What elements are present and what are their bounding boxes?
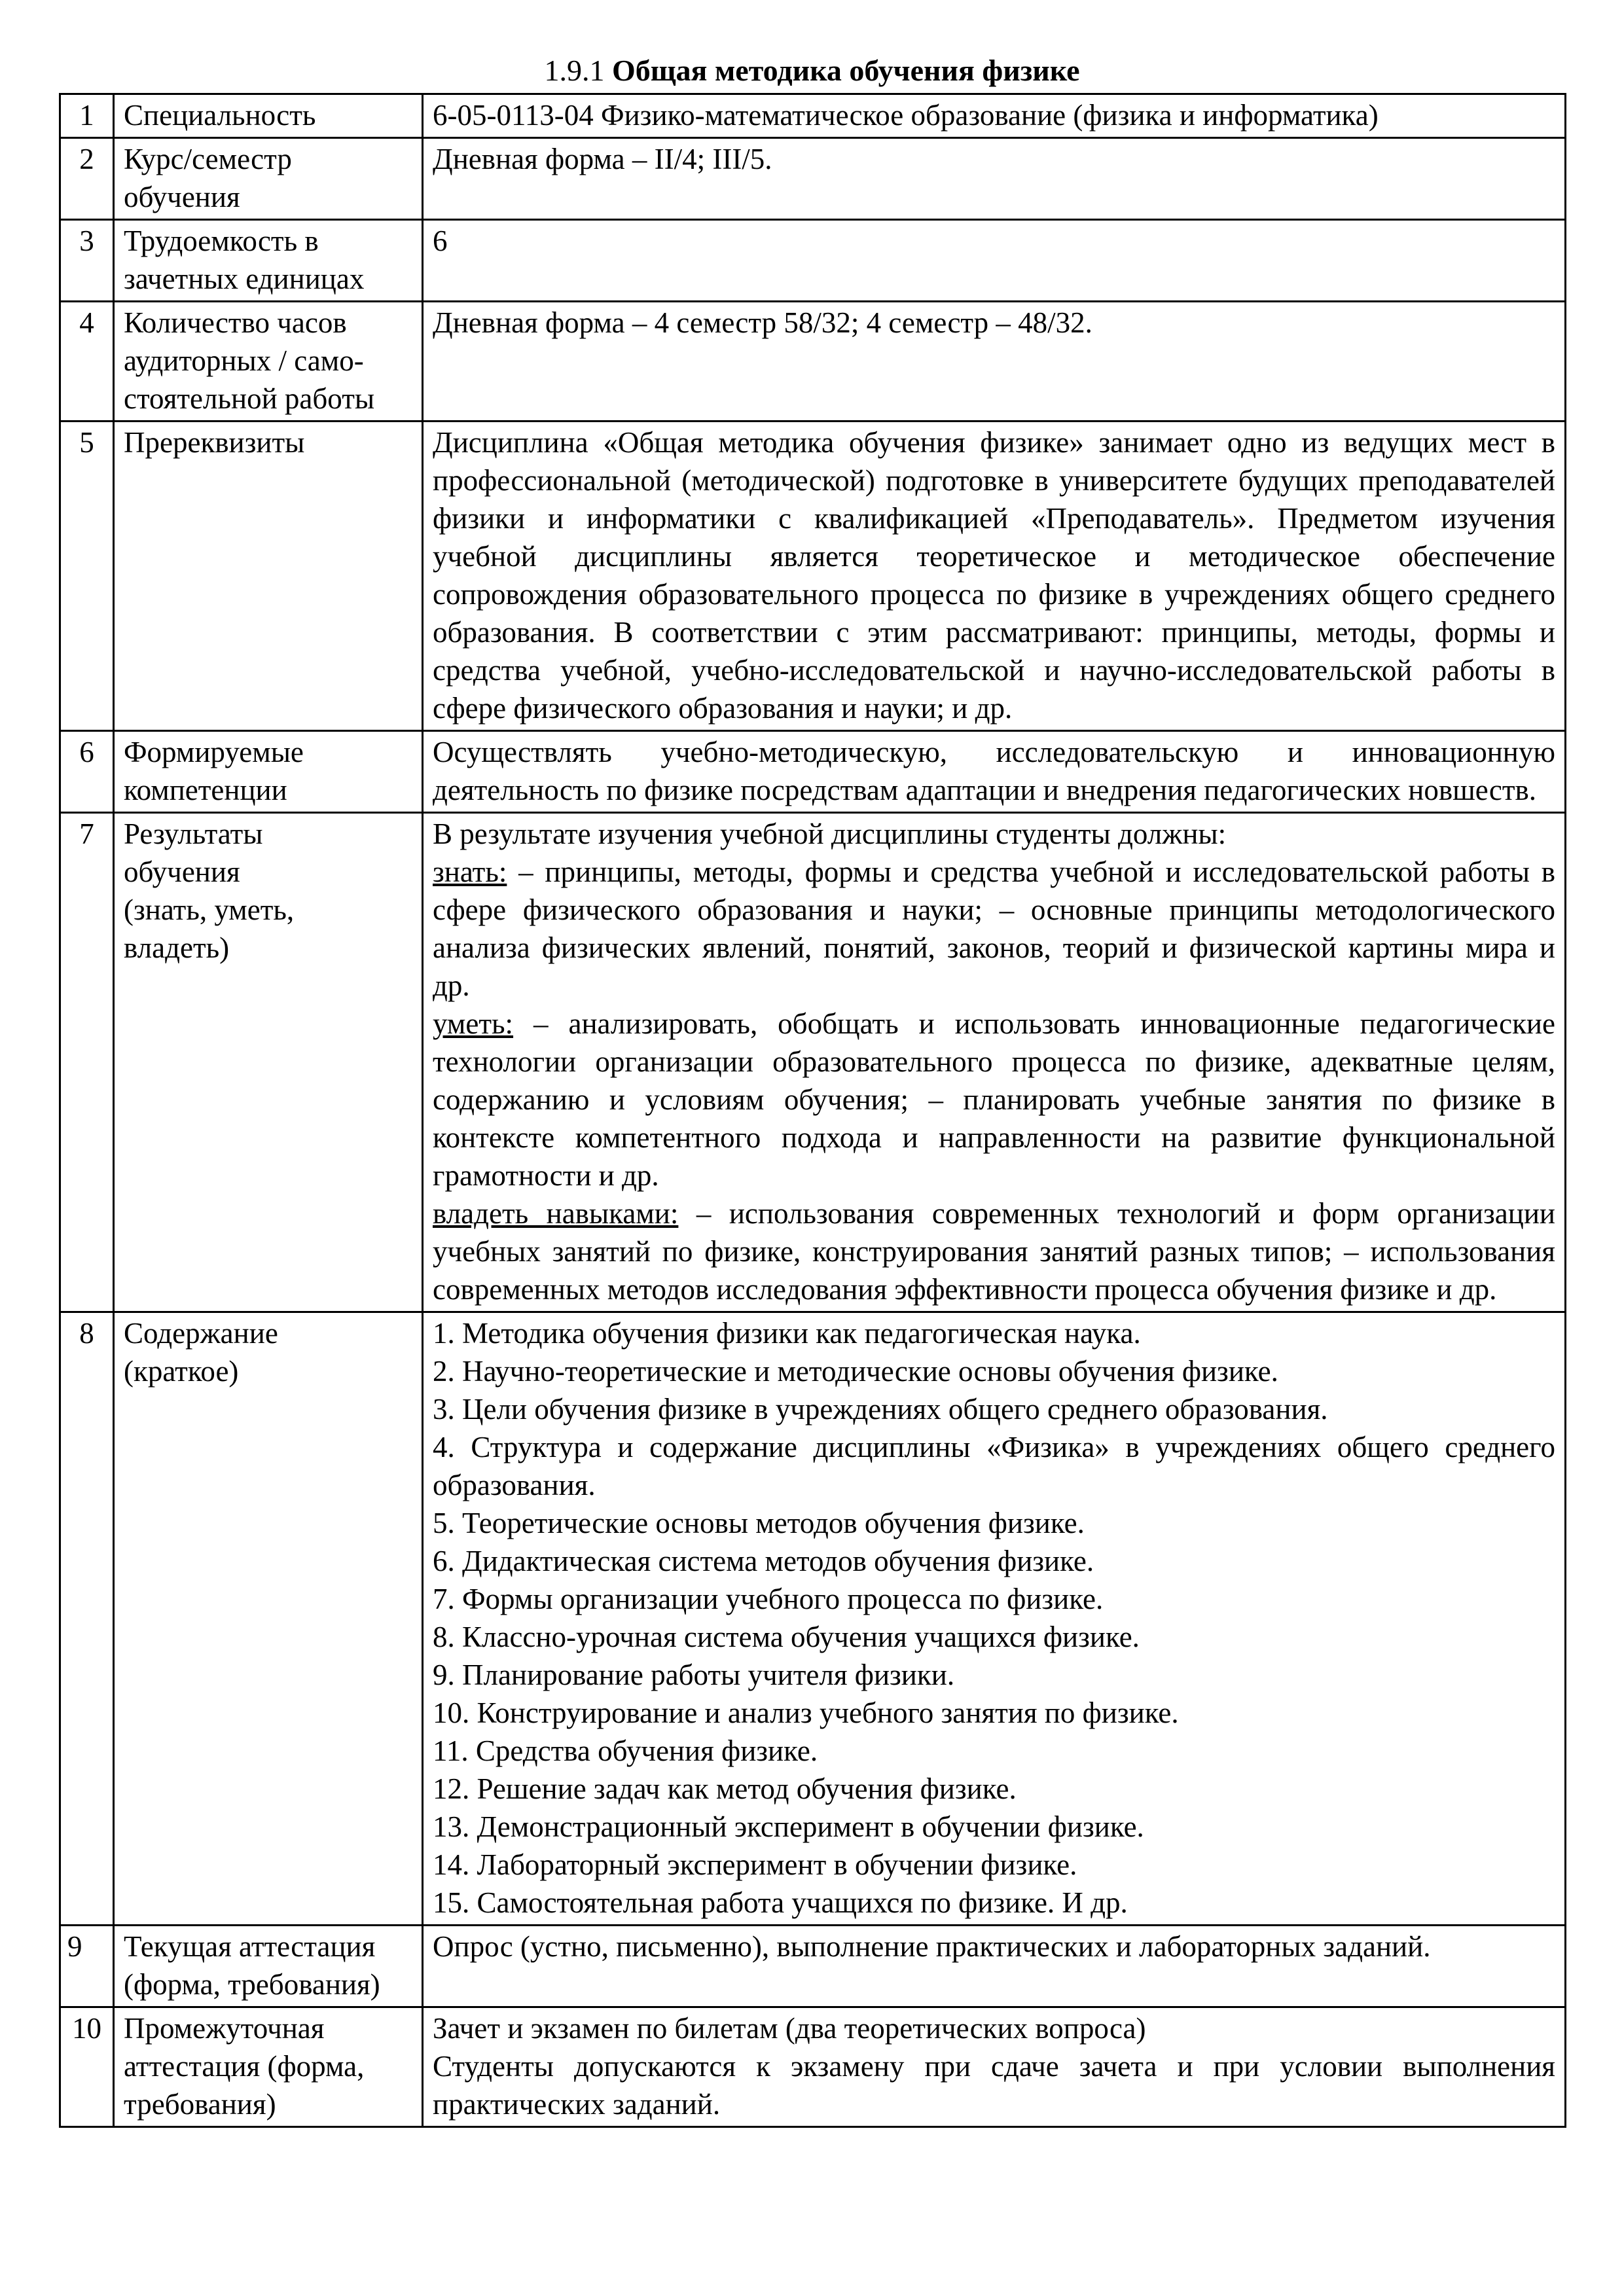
skills-label: владеть навыками: [433,1197,679,1230]
label-line: Результаты [124,817,263,850]
able-label: уметь: [433,1007,514,1040]
label-line: обучения [124,855,240,888]
row-label: Трудоемкость в зачетных единицах [114,220,423,302]
row-label: Текущая аттестация (форма, требования) [114,1926,423,2007]
table-row [60,1312,1566,1926]
table-row [60,2007,1566,2127]
row-value: Дневная форма – II/4; III/5. [423,138,1566,220]
row-value: 6 [423,220,1566,302]
row-number: 3 [60,220,114,302]
skills-text: – использования современных технологий и форм организации учебных занятий по физике, конструирования занятий разных типов; – использования современных методов исследования эффективности процесса обучения физике и др. [433,1197,1555,1306]
list-item: 3. Цели обучения физике в учреждениях общего среднего образования. [433,1393,1328,1426]
table-row [60,138,1566,220]
list-item: 9. Планирование работы учителя физики. [433,1659,955,1691]
value-line: Зачет и экзамен по билетам (два теоретических вопроса) [433,2012,1146,2045]
row-number: 2 [60,138,114,220]
row-value: Дисциплина «Общая методика обучения физике» занимает одно из ведущих мест в профессиональной (методической) подготовке в университете будущих преподавателей физики и информатики с квалификацией «Преподаватель». Предметом изучения учебной дисциплины является теоретическое и методическое обеспечение сопровождения образовательного процесса по физике в учреждениях общего среднего образования. В соответствии с этим рассматривают: принципы, методы, формы и средства учебной, учебно-исследовательской и научно-исследовательской работы в сфере физического образования и науки; и др. [423,422,1566,731]
know-text: – принципы, методы, формы и средства учебной и исследовательской работы в сфере физического образования и науки; – основные принципы методологического анализа физических явлений, понятий, законов, теорий и физической картины мира и др. [433,855,1555,1002]
list-item: 11. Средства обучения физике. [433,1734,818,1767]
able-text: – анализировать, обобщать и использовать инновационные педагогические технологии организации образовательного процесса по физике, адекватные целям, содержанию и условиям обучения; – планировать учебные занятия по физике в контексте компетентного подхода и направленности на развитие функциональной грамотности и др. [433,1007,1555,1192]
list-item: 7. Формы организации учебного процесса по физике. [433,1583,1104,1615]
list-item: 1. Методика обучения физики как педагогическая наука. [433,1317,1141,1350]
row-label: Количество часов аудиторных / само-стоятельной работы [114,302,423,422]
know-label: знать: [433,855,507,888]
table-row [60,1926,1566,2007]
table-row [60,813,1566,1312]
row-number: 9 [60,1926,114,2007]
label-line: (краткое) [124,1355,239,1388]
row-label: Промежуточная аттестация (форма, требования) [114,2007,423,2127]
row-label [114,813,423,1312]
row-label [114,1312,423,1926]
list-item: 13. Демонстрационный эксперимент в обучении физике. [433,1810,1144,1843]
learning-outcomes-intro: В результате изучения учебной дисциплины студенты должны: [433,817,1227,850]
discipline-info-table [59,93,1566,2128]
row-value: Дневная форма – 4 семестр 58/32; 4 семестр – 48/32. [423,302,1566,422]
row-number: 4 [60,302,114,422]
row-number: 7 [60,813,114,1312]
list-item: 5. Теоретические основы методов обучения физике. [433,1507,1085,1539]
section-number: 1.9.1 [544,54,605,87]
row-value [423,1312,1566,1926]
label-line: (знать, уметь, [124,893,295,926]
row-label: Курс/семестр обучения [114,138,423,220]
row-number: 10 [60,2007,114,2127]
list-item: 2. Научно-теоретические и методические основы обучения физике. [433,1355,1278,1388]
list-item: 12. Решение задач как метод обучения физике. [433,1772,1017,1805]
table-row [60,731,1566,813]
list-item: 14. Лабораторный эксперимент в обучении физике. [433,1848,1077,1881]
know-paragraph [433,853,1555,1005]
table-row [60,422,1566,731]
row-value: Опрос (устно, письменно), выполнение практических и лабораторных заданий. [423,1926,1566,2007]
row-number: 8 [60,1312,114,1926]
list-item: 8. Классно-урочная система обучения учащихся физике. [433,1621,1140,1653]
row-value [423,2007,1566,2127]
row-number: 5 [60,422,114,731]
row-number: 1 [60,94,114,138]
list-item: 4. Структура и содержание дисциплины «Физика» в учреждениях общего среднего образования. [433,1431,1555,1501]
skills-paragraph [433,1194,1555,1308]
row-value: Осуществлять учебно-методическую, исследовательскую и инновационную деятельность по физике посредствам адаптации и внедрения педагогических новшеств. [423,731,1566,813]
row-label: Формируемые компетенции [114,731,423,813]
list-item: 15. Самостоятельная работа учащихся по физике. И др. [433,1886,1128,1919]
row-number: 6 [60,731,114,813]
row-label: Специальность [114,94,423,138]
row-value: 6-05-0113-04 Физико-математическое образование (физика и информатика) [423,94,1566,138]
table-row [60,94,1566,138]
list-item: 10. Конструирование и анализ учебного занятия по физике. [433,1696,1179,1729]
section-title: Общая методика обучения физике [611,54,1080,87]
label-line: владеть) [124,931,230,964]
table-row [60,302,1566,422]
able-paragraph [433,1005,1555,1194]
value-line: Студенты допускаются к экзамену при сдаче зачета и при условии выполнения практических заданий. [433,2050,1555,2121]
label-line: Содержание [124,1317,278,1350]
page-title [0,51,1624,90]
row-value [423,813,1566,1312]
row-label: Пререквизиты [114,422,423,731]
table-row [60,220,1566,302]
list-item: 6. Дидактическая система методов обучения физике. [433,1545,1094,1577]
content-topics-list [433,1314,1555,1922]
